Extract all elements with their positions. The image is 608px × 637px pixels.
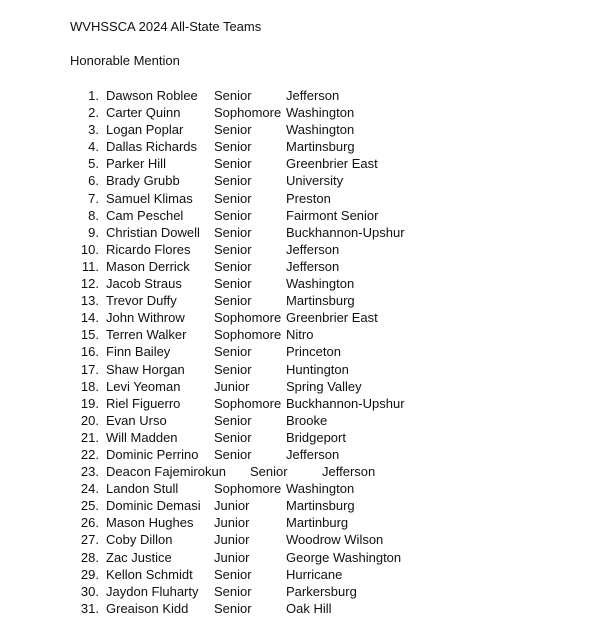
player-number: 4. [88, 139, 99, 155]
player-name: Shaw Horgan [106, 361, 185, 377]
player-number: 25. [80, 498, 99, 514]
player-number: 12. [80, 276, 99, 292]
player-name: Coby Dillon [106, 532, 173, 548]
player-school: Washington [286, 276, 355, 292]
list-item [0, 138, 608, 155]
player-class-year: Senior [214, 429, 252, 445]
player-number: 8. [88, 207, 99, 223]
player-number: 16. [80, 344, 99, 360]
list-item [0, 583, 608, 600]
player-name: Greaison Kidd [106, 600, 189, 616]
player-school: Buckhannon-Upshur [286, 395, 405, 411]
list-item [0, 326, 608, 343]
player-school: Martinsburg [286, 139, 355, 155]
player-class-year: Junior [214, 515, 250, 531]
list-item [0, 172, 608, 189]
player-class-year: Junior [214, 549, 250, 565]
player-name: Brady Grubb [106, 173, 180, 189]
player-number: 13. [80, 293, 99, 309]
player-number: 22. [80, 446, 99, 462]
player-name: Logan Poplar [106, 122, 184, 138]
player-name: Zac Justice [106, 549, 172, 565]
player-number: 29. [80, 566, 99, 582]
player-name: Dawson Roblee [106, 88, 198, 103]
list-item [0, 514, 608, 531]
list-item [0, 463, 608, 480]
player-school: Washington [286, 105, 355, 121]
player-name: Jacob Straus [106, 276, 182, 292]
list-item [0, 343, 608, 360]
player-name: Ricardo Flores [106, 241, 191, 257]
player-number: 11. [81, 258, 99, 274]
player-class-year: Sophomore [214, 481, 282, 497]
player-number: 23. [80, 464, 99, 480]
player-class-year: Junior [214, 378, 250, 394]
player-number: 19. [80, 395, 99, 411]
player-school: Parkersburg [286, 583, 357, 599]
list-item [0, 429, 608, 446]
list-item [0, 378, 608, 395]
player-school: Fairmont Senior [286, 207, 379, 223]
player-number: 26. [80, 515, 99, 531]
player-class-year: Senior [214, 207, 252, 223]
player-name: Trevor Duffy [106, 293, 177, 309]
player-number: 9. [88, 224, 99, 240]
player-class-year: Senior [214, 241, 252, 257]
player-number: 5. [88, 156, 99, 172]
list-item [0, 292, 608, 309]
player-number: 14. [80, 310, 99, 326]
player-name: Mason Derrick [106, 258, 190, 274]
player-number: 27. [80, 532, 99, 548]
player-name: Parker Hill [106, 156, 166, 172]
player-school: Martinburg [286, 515, 349, 531]
player-class-year: Senior [214, 293, 252, 309]
list-item [0, 446, 608, 463]
player-class-year: Junior [214, 498, 250, 514]
player-school: Oak Hill [286, 600, 332, 616]
list-item [0, 121, 608, 138]
player-class-year: Senior [214, 276, 252, 292]
player-class-year: Senior [214, 173, 252, 189]
player-name: Levi Yeoman [106, 378, 181, 394]
player-school: Greenbrier East [286, 156, 378, 172]
player-number: 30. [80, 583, 99, 599]
honorable-mention-list [0, 87, 608, 617]
player-school: Huntington [286, 361, 349, 377]
player-number: 31. [80, 600, 99, 616]
list-item [0, 549, 608, 566]
player-name: Finn Bailey [106, 344, 171, 360]
player-school: Washington [286, 122, 355, 138]
player-name: Kellon Schmidt [106, 566, 193, 582]
player-number: 7. [88, 190, 99, 206]
player-class-year: Sophomore [214, 327, 282, 343]
player-school: Jefferson [286, 258, 340, 274]
list-item [0, 566, 608, 583]
list-item [0, 412, 608, 429]
list-item [0, 600, 608, 617]
player-name: Cam Peschel [106, 207, 184, 223]
player-number: 1. [88, 88, 99, 103]
list-item [0, 207, 608, 224]
player-name: Jaydon Fluharty [106, 583, 199, 599]
player-school: Greenbrier East [286, 310, 378, 326]
player-number: 3. [88, 122, 99, 138]
player-name: Dallas Richards [106, 139, 198, 155]
player-school: Buckhannon-Upshur [286, 224, 405, 240]
player-class-year: Senior [214, 156, 252, 172]
player-name: Samuel Klimas [106, 190, 193, 206]
list-item [0, 309, 608, 326]
list-item [0, 104, 608, 121]
player-class-year: Senior [214, 224, 252, 240]
player-name: Evan Urso [106, 412, 167, 428]
player-class-year: Senior [214, 139, 252, 155]
player-number: 2. [88, 105, 99, 121]
player-name: Mason Hughes [106, 515, 194, 531]
list-item [0, 275, 608, 292]
player-number: 10. [80, 241, 99, 257]
list-item [0, 531, 608, 548]
list-item [0, 87, 608, 104]
player-number: 18. [80, 378, 99, 394]
player-school: Jefferson [286, 88, 340, 103]
player-school: Martinsburg [286, 293, 355, 309]
list-item [0, 497, 608, 514]
player-name: Christian Dowell [106, 224, 200, 240]
list-item [0, 241, 608, 258]
player-name: Terren Walker [106, 327, 187, 343]
player-class-year: Senior [214, 361, 252, 377]
player-number: 20. [80, 412, 99, 428]
player-class-year: Sophomore [214, 105, 282, 121]
player-number: 24. [80, 481, 99, 497]
player-number: 28. [80, 549, 99, 565]
list-item [0, 258, 608, 275]
list-item [0, 155, 608, 172]
list-item [0, 361, 608, 378]
player-class-year: Senior [214, 190, 252, 206]
player-number: 6. [88, 173, 99, 189]
player-class-year: Senior [214, 566, 252, 582]
document-title: WVHSSCA 2024 All-State Teams [70, 19, 262, 34]
player-class-year: Sophomore [214, 395, 282, 411]
player-number: 21. [80, 429, 99, 445]
player-name: Landon Stull [106, 481, 179, 497]
player-class-year: Senior [250, 464, 288, 480]
player-school: George Washington [286, 549, 402, 565]
player-class-year: Senior [214, 344, 252, 360]
player-number: 17. [80, 361, 99, 377]
player-number: 15. [80, 327, 99, 343]
player-class-year: Junior [214, 532, 250, 548]
player-class-year: Senior [214, 88, 252, 103]
player-class-year: Senior [214, 122, 252, 138]
player-class-year: Senior [214, 446, 252, 462]
list-item [0, 190, 608, 207]
player-name: Carter Quinn [106, 105, 181, 121]
player-name: Dominic Perrino [106, 446, 199, 462]
player-school: Martinsburg [286, 498, 355, 514]
player-school: Princeton [286, 344, 341, 360]
player-school: Bridgeport [286, 429, 346, 445]
player-name: Dominic Demasi [106, 498, 201, 514]
list-item [0, 224, 608, 241]
player-name: Deacon Fajemirokun [106, 464, 226, 480]
list-item [0, 395, 608, 412]
player-class-year: Senior [214, 412, 252, 428]
player-school: Jefferson [322, 464, 376, 480]
player-class-year: Senior [214, 583, 252, 599]
player-class-year: Senior [214, 600, 252, 616]
player-school: Nitro [286, 327, 314, 343]
player-school: Woodrow Wilson [286, 532, 384, 548]
list-item [0, 480, 608, 497]
player-school: Washington [286, 481, 355, 497]
player-school: Preston [286, 190, 331, 206]
player-school: Brooke [286, 412, 328, 428]
player-name: John Withrow [106, 310, 185, 326]
player-school: Jefferson [286, 446, 340, 462]
player-school: Spring Valley [286, 378, 362, 394]
player-name: Riel Figuerro [106, 395, 181, 411]
player-school: Jefferson [286, 241, 340, 257]
player-class-year: Sophomore [214, 310, 282, 326]
section-heading: Honorable Mention [70, 53, 180, 68]
player-name: Will Madden [106, 429, 178, 445]
player-school: University [286, 173, 344, 189]
player-school: Hurricane [286, 566, 343, 582]
player-class-year: Senior [214, 258, 252, 274]
